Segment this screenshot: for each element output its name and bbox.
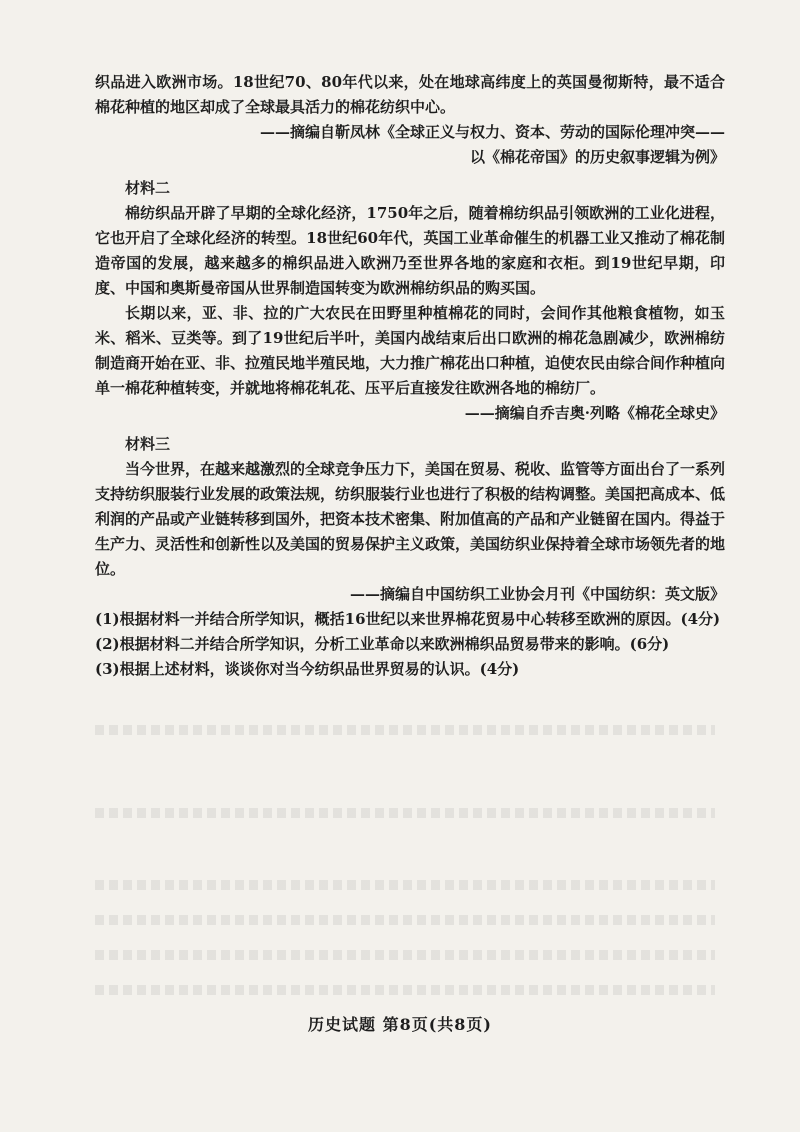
material-one-source: ——摘编自靳凤林《全球正义与权力、资本、劳动的国际伦理冲突—— bbox=[259, 123, 725, 141]
question-1: (1)根据材料一并结合所学知识，概括16世纪以来世界棉花贸易中心转移至欧洲的原因。(4分) bbox=[95, 610, 721, 628]
bleed-through-line bbox=[95, 985, 715, 995]
material-three-source: ——摘编自中国纺织工业协会月刊《中国纺织：英文版》 bbox=[349, 585, 725, 603]
material-two-paragraph-2: 长期以来，亚、非、拉的广大农民在田野里种植棉花的同时，会间作其他粮食植物，如玉米、稻米、豆类等。到了19世纪后半叶，美国内战结束后出口欧洲的棉花急剧减少，欧洲棉纺制造商开始在亚、非、拉殖民地半殖民地，大力推广棉花出口种植，迫使农民由综合间作种植向单一棉花种植转变，并就地将棉花轧花、压平后直接发往欧洲各地的棉纺厂。 bbox=[95, 304, 726, 397]
material-three-heading: 材料三 bbox=[125, 435, 171, 453]
material-three-paragraph: 当今世界，在越来越激烈的全球竞争压力下，美国在贸易、税收、监管等方面出台了一系列支持纺织服装行业发展的政策法规，纺织服装行业也进行了积极的结构调整。美国把高成本、低利润的产品或产业链转移到国外，把资本技术密集、附加值高的产品和产业链留在国内。得益于生产力、灵活性和创新性以及美国的贸易保护主义政策，美国纺织业保持着全球市场领先者的地位。 bbox=[95, 460, 726, 578]
page-footer: 历史试题 第8页(共8页) bbox=[308, 1015, 492, 1034]
question-3: (3)根据上述材料，谈谈你对当今纺织品世界贸易的认识。(4分) bbox=[95, 660, 520, 678]
question-2: (2)根据材料二并结合所学知识，分析工业革命以来欧洲棉织品贸易带来的影响。(6分) bbox=[95, 635, 670, 653]
material-one-source-cont: 以《棉花帝国》的历史叙事逻辑为例》 bbox=[469, 148, 725, 166]
bleed-through-line bbox=[95, 725, 715, 735]
exam-content bbox=[95, 70, 725, 682]
material-two-heading: 材料二 bbox=[125, 179, 171, 197]
bleed-through-line bbox=[95, 915, 715, 925]
material-two-source: ——摘编自乔吉奥·列略《棉花全球史》 bbox=[464, 404, 725, 422]
bleed-through-line bbox=[95, 880, 715, 890]
bleed-through-line bbox=[95, 808, 715, 818]
material-two-paragraph-1: 棉纺织品开辟了早期的全球化经济，1750年之后，随着棉纺织品引领欧洲的工业化进程，它也开启了全球化经济的转型。18世纪60年代，英国工业革命催生的机器工业又推动了棉花制造帝国的发展，越来越多的棉织品进入欧洲乃至世界各地的家庭和衣柜。到19世纪早期，印度、中国和奥斯曼帝国从世界制造国转变为欧洲棉纺织品的购买国。 bbox=[95, 204, 725, 297]
material-one-continuation: 织品进入欧洲市场。18世纪70、80年代以来，处在地球高纬度上的英国曼彻斯特，最不适合棉花种植的地区却成了全球最具活力的棉花纺织中心。 bbox=[95, 73, 725, 116]
bleed-through-line bbox=[95, 950, 715, 960]
